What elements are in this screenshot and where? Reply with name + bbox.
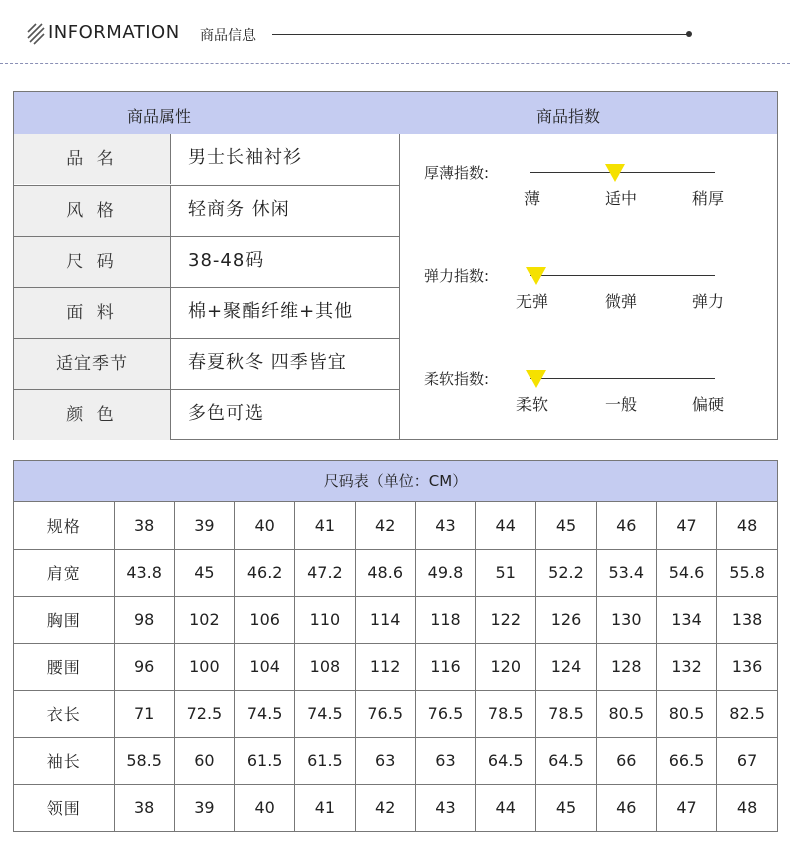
attribute-key: 颜 色	[14, 390, 171, 440]
table-cell: 43	[415, 784, 475, 831]
attribute-row	[14, 185, 399, 236]
size-chart-title: 尺码表（单位：CM）	[14, 461, 777, 502]
row-label: 领围	[14, 784, 114, 831]
dashed-divider	[0, 63, 790, 64]
row-label: 胸围	[14, 596, 114, 643]
table-cell: 44	[476, 502, 536, 549]
row-label: 腰围	[14, 643, 114, 690]
table-cell: 132	[656, 643, 716, 690]
gauge-track	[530, 378, 715, 379]
table-row	[14, 737, 777, 784]
table-cell: 78.5	[536, 690, 596, 737]
gauge-tick: 稍厚	[692, 189, 725, 208]
table-cell: 47	[656, 502, 716, 549]
row-label: 规格	[14, 502, 114, 549]
gauge-tick: 薄	[524, 189, 541, 208]
gauge-track	[530, 275, 715, 276]
index-panel	[400, 134, 777, 440]
attribute-row	[14, 389, 399, 440]
section-header	[0, 0, 790, 64]
table-cell: 43.8	[114, 549, 174, 596]
table-cell: 116	[415, 643, 475, 690]
gauge-label: 柔软指数:	[424, 370, 490, 388]
table-cell: 61.5	[295, 737, 355, 784]
table-cell: 128	[596, 643, 656, 690]
table-cell: 49.8	[415, 549, 475, 596]
table-cell: 38	[114, 784, 174, 831]
table-cell: 47.2	[295, 549, 355, 596]
table-cell: 55.8	[717, 549, 777, 596]
table-cell: 80.5	[656, 690, 716, 737]
table-cell: 106	[235, 596, 295, 643]
table-cell: 54.6	[656, 549, 716, 596]
table-cell: 76.5	[415, 690, 475, 737]
table-cell: 42	[355, 502, 415, 549]
table-cell: 45	[536, 784, 596, 831]
table-cell: 46	[596, 784, 656, 831]
table-row	[14, 596, 777, 643]
table-cell: 134	[656, 596, 716, 643]
table-cell: 39	[174, 784, 234, 831]
gauge-label: 弹力指数:	[424, 267, 490, 285]
header-rule-dot	[686, 31, 692, 37]
header-title-en: INFORMATION	[48, 22, 180, 43]
size-table	[14, 502, 777, 831]
table-cell: 40	[235, 784, 295, 831]
table-cell: 122	[476, 596, 536, 643]
attributes-heading: 商品属性	[127, 107, 192, 126]
table-cell: 104	[235, 643, 295, 690]
table-cell: 38	[114, 502, 174, 549]
gauge-tick: 适中	[605, 189, 638, 208]
table-cell: 114	[355, 596, 415, 643]
attribute-row	[14, 236, 399, 287]
table-cell: 64.5	[476, 737, 536, 784]
elasticity-gauge	[400, 265, 777, 345]
table-cell: 74.5	[235, 690, 295, 737]
table-cell: 78.5	[476, 690, 536, 737]
table-cell: 74.5	[295, 690, 355, 737]
attribute-value: 轻商务 休闲	[188, 199, 290, 220]
indices-heading: 商品指数	[536, 107, 601, 126]
gauge-label: 厚薄指数:	[424, 164, 490, 182]
gauge-tick: 一般	[605, 395, 638, 414]
gauge-marker-icon	[526, 267, 546, 285]
table-cell: 39	[174, 502, 234, 549]
attribute-key: 风 格	[14, 186, 171, 236]
table-row	[14, 784, 777, 831]
attribute-key: 适宜季节	[14, 339, 171, 389]
stripes-logo-icon	[26, 22, 46, 46]
table-cell: 47	[656, 784, 716, 831]
size-chart	[13, 460, 778, 832]
attribute-key: 尺 码	[14, 237, 171, 287]
table-cell: 41	[295, 784, 355, 831]
gauge-tick: 微弹	[605, 292, 638, 311]
table-cell: 112	[355, 643, 415, 690]
table-cell: 126	[536, 596, 596, 643]
attribute-row	[14, 287, 399, 338]
softness-gauge	[400, 368, 777, 448]
table-cell: 66.5	[656, 737, 716, 784]
gauge-tick: 柔软	[516, 395, 549, 414]
table-cell: 110	[295, 596, 355, 643]
table-row	[14, 502, 777, 549]
table-cell: 52.2	[536, 549, 596, 596]
row-label: 袖长	[14, 737, 114, 784]
gauge-marker-icon	[526, 370, 546, 388]
table-row	[14, 643, 777, 690]
attribute-key: 品 名	[14, 134, 171, 184]
attribute-key: 面 料	[14, 288, 171, 338]
table-cell: 51	[476, 549, 536, 596]
table-cell: 45	[536, 502, 596, 549]
table-cell: 72.5	[174, 690, 234, 737]
row-label: 衣长	[14, 690, 114, 737]
header-title-cn: 商品信息	[200, 28, 256, 44]
table-cell: 48	[717, 784, 777, 831]
table-cell: 53.4	[596, 549, 656, 596]
attribute-value: 男士长袖衬衫	[188, 147, 302, 168]
table-cell: 63	[355, 737, 415, 784]
table-cell: 108	[295, 643, 355, 690]
table-cell: 45	[174, 549, 234, 596]
table-cell: 46	[596, 502, 656, 549]
table-cell: 118	[415, 596, 475, 643]
gauge-tick: 弹力	[692, 292, 725, 311]
table-cell: 43	[415, 502, 475, 549]
table-cell: 76.5	[355, 690, 415, 737]
table-cell: 100	[174, 643, 234, 690]
header-rule	[272, 34, 688, 35]
table-cell: 48.6	[355, 549, 415, 596]
table-cell: 67	[717, 737, 777, 784]
table-cell: 40	[235, 502, 295, 549]
table-cell: 61.5	[235, 737, 295, 784]
attribute-value: 春夏秋冬 四季皆宜	[188, 352, 347, 373]
table-cell: 60	[174, 737, 234, 784]
table-cell: 63	[415, 737, 475, 784]
gauge-tick: 无弹	[516, 292, 549, 311]
table-cell: 124	[536, 643, 596, 690]
table-cell: 138	[717, 596, 777, 643]
table-cell: 42	[355, 784, 415, 831]
attribute-panel	[13, 91, 778, 440]
gauge-tick: 偏硬	[692, 395, 725, 414]
table-cell: 66	[596, 737, 656, 784]
table-cell: 41	[295, 502, 355, 549]
table-cell: 96	[114, 643, 174, 690]
table-cell: 71	[114, 690, 174, 737]
row-label: 肩宽	[14, 549, 114, 596]
table-cell: 102	[174, 596, 234, 643]
attribute-row	[14, 134, 399, 185]
table-cell: 46.2	[235, 549, 295, 596]
table-cell: 98	[114, 596, 174, 643]
table-cell: 120	[476, 643, 536, 690]
attribute-value: 38-48码	[188, 250, 265, 271]
thickness-gauge	[400, 162, 777, 242]
gauge-marker-icon	[605, 164, 625, 182]
attribute-list	[14, 134, 399, 440]
table-cell: 44	[476, 784, 536, 831]
attribute-panel-header	[14, 92, 777, 134]
table-cell: 82.5	[717, 690, 777, 737]
table-cell: 48	[717, 502, 777, 549]
table-row	[14, 549, 777, 596]
table-cell: 80.5	[596, 690, 656, 737]
table-cell: 136	[717, 643, 777, 690]
table-cell: 58.5	[114, 737, 174, 784]
table-cell: 64.5	[536, 737, 596, 784]
attribute-value: 棉+聚酯纤维+其他	[188, 301, 354, 322]
attribute-value: 多色可选	[188, 403, 264, 424]
table-cell: 130	[596, 596, 656, 643]
table-row	[14, 690, 777, 737]
attribute-row	[14, 338, 399, 389]
